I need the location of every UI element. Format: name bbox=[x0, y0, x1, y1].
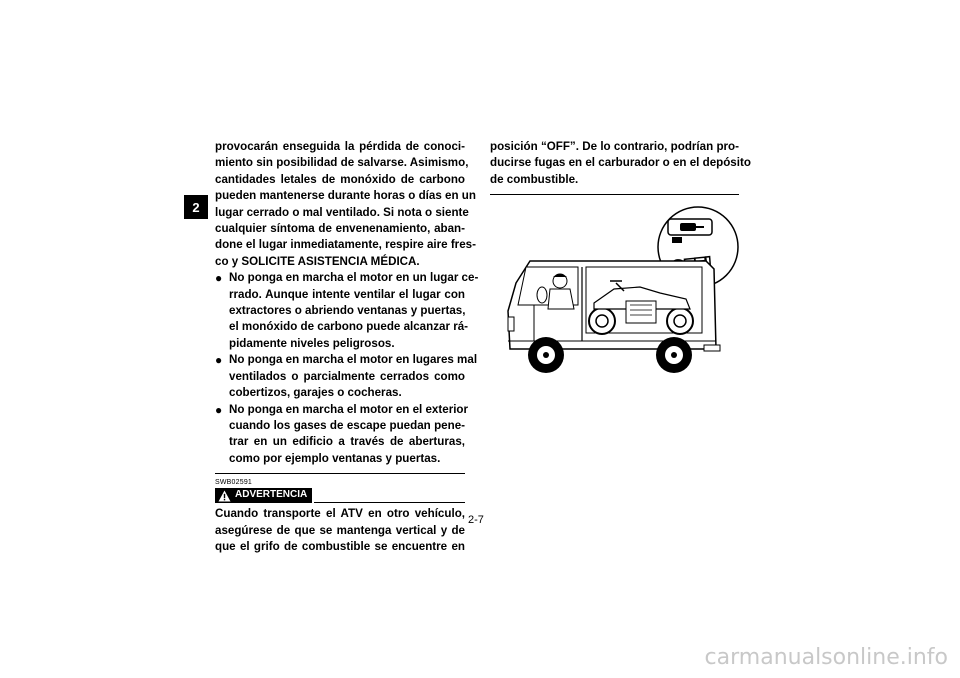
intro-paragraph bbox=[215, 139, 476, 270]
warning-code: SWB02591 bbox=[215, 479, 253, 487]
bullet-item-closed-area bbox=[215, 270, 479, 352]
bullet-icon: ● bbox=[215, 353, 223, 368]
text-line: de combustible. bbox=[490, 172, 579, 186]
text-line: cuando los gases de escape puedan pene- bbox=[229, 418, 465, 432]
text-line: co y SOLICITE ASISTENCIA MÉDICA. bbox=[215, 254, 420, 268]
text-line: cobertizos, garajes o cocheras. bbox=[229, 386, 402, 400]
text-line: cualquier síntoma de envenenamiento, aban- bbox=[215, 222, 465, 236]
watermark: carmanualsonline.info bbox=[704, 645, 948, 670]
warning-header bbox=[215, 488, 465, 503]
text-line: como por ejemplo ventanas y puertas. bbox=[229, 451, 441, 465]
warning-label: ADVERTENCIA bbox=[235, 489, 308, 501]
van-transport-illustration bbox=[490, 205, 740, 385]
text-line: rrado. Aunque intente ventilar el lugar con bbox=[229, 287, 465, 301]
text-line: que el grifo de combustible se encuentre en bbox=[215, 539, 465, 553]
right-column bbox=[490, 139, 751, 195]
bullet-icon: ● bbox=[215, 271, 223, 286]
text-line: provocarán enseguida la pérdida de conoci- bbox=[215, 140, 465, 153]
warning-rule bbox=[314, 502, 465, 503]
text-line: ducirse fugas en el carburador o en el depósito bbox=[490, 156, 751, 170]
text-line: ventilados o parcialmente cerrados como bbox=[229, 369, 465, 383]
bullet-icon: ● bbox=[215, 402, 223, 417]
text-line: posición “OFF”. De lo contrario, podrían pro- bbox=[490, 140, 739, 153]
text-line: lugar cerrado o mal ventilado. Si nota o siente bbox=[215, 205, 469, 219]
text-line: pueden mantenerse durante horas o días en un bbox=[215, 189, 476, 203]
bullet-item-outdoor-exhaust bbox=[215, 402, 469, 468]
section-divider bbox=[490, 194, 739, 195]
warning-text bbox=[215, 506, 465, 555]
text-line: pidamente niveles peligrosos. bbox=[229, 336, 395, 350]
chapter-number: 2 bbox=[192, 199, 200, 215]
text-line: asegúrese de que se mantenga vertical y de bbox=[215, 523, 465, 537]
text-line: Cuando transporte el ATV en otro vehículo, bbox=[215, 507, 465, 521]
page-number: 2-7 bbox=[468, 514, 484, 526]
text-line: trar en un edificio a través de aberturas, bbox=[229, 435, 465, 449]
text-line: extractores o abriendo ventanas y puertas, bbox=[229, 304, 466, 318]
text-line: No ponga en marcha el motor en lugares mal bbox=[229, 353, 478, 367]
warning-triangle-icon bbox=[218, 490, 231, 502]
warning-badge bbox=[215, 488, 312, 503]
text-line: cantidades letales de monóxido de carbono bbox=[215, 172, 465, 186]
text-line: No ponga en marcha el motor en el exterior bbox=[229, 402, 469, 416]
text-line: miento sin posibilidad de salvarse. Asimismo, bbox=[215, 156, 469, 170]
text-line: done el lugar inmediatamente, respire aire fres- bbox=[215, 238, 476, 252]
chapter-tab bbox=[184, 195, 208, 219]
text-line: el monóxido de carbono puede alcanzar rá- bbox=[229, 320, 469, 334]
text-line: No ponga en marcha el motor en un lugar ce- bbox=[229, 271, 479, 285]
section-divider bbox=[215, 473, 465, 474]
bullet-item-poor-ventilation bbox=[215, 352, 478, 401]
